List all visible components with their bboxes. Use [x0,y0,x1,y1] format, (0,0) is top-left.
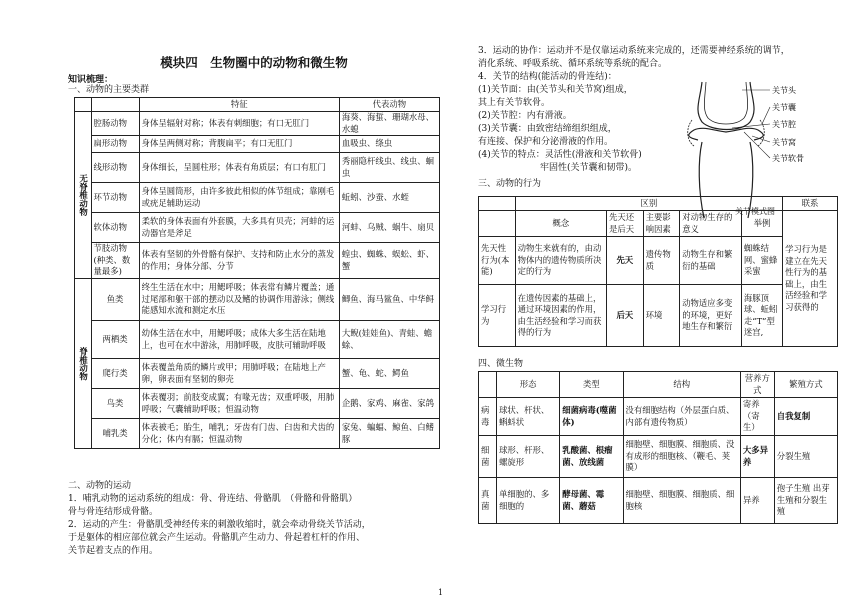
label-joint-capsule: 关节囊 [772,103,796,112]
section-2-heading: 二、动物的运动 [68,481,132,491]
feat-6: 终生生活在水中；用鳃呼吸；体表常有鳞片覆盖；通过尾部和躯干部的摆动以及鳍的协调作用游泳；侧线能感知水流和测定水压 [139,279,339,321]
header-link: 联系 [783,197,838,211]
header-example: 举例 [741,211,782,237]
header-concept: 概念 [515,211,606,237]
r-text-5: (3)关节囊：由致密结缔组织组成， [478,124,617,134]
section-4-heading: 四、微生物 [478,359,524,369]
diagram-caption: 关节模式图 [735,207,775,216]
table-row: 鱼类 [91,279,139,321]
header-diff: 区别 [515,197,783,211]
meaning-1: 动物适应多变的环境，更好地生存和繁衍 [680,285,742,347]
feat-9: 体表覆羽；前肢变成翼；有喙无齿；双重呼吸，用肺呼吸；气囊辅助呼吸；恒温动物 [139,389,339,419]
label-joint-cartilage: 关节软骨 [772,154,804,163]
header-type: 类型 [560,372,623,398]
label-joint-head: 关节头 [772,86,796,95]
feat-8: 体表覆盖角质的鳞片或甲；用肺呼吸；在陆地上产卵，卵表面有坚韧的卵壳 [139,359,339,389]
feat-3: 身体呈圆筒形，由许多彼此相似的体节组成；靠刚毛或疣足辅助运动 [139,183,339,213]
table-row: 学习行为 [479,285,516,347]
table-row: 哺乳类 [91,419,139,449]
table-row: 细菌 [479,436,497,478]
header-factor: 主要影响因素 [643,211,680,237]
r-text-2: 4．关节的结构(能活动的骨连结)： [478,72,617,82]
header-meaning: 对动物生存的意义 [680,211,742,237]
meaning-0: 动物生存和繁衍的基础 [680,237,742,285]
rep-3: 蚯蚓、沙蚕、水蛭 [339,183,439,213]
table-row: 两栖类 [91,321,139,359]
concept-1: 在遗传因素的基础上，通过环境因素的作用，由生活经验和学习而获得的行为 [515,285,606,347]
paragraph-1: 1．哺乳动物的运动系统的组成：骨、骨连结、骨骼肌 （骨骼和骨骼肌） [68,494,358,504]
r-text-4: (2)关节腔：内有滑液。 [478,111,572,121]
label-joint-cavity: 关节腔 [772,120,796,129]
table-row: 腔肠动物 [91,112,139,136]
paragraph-1b: 骨与骨连结形成骨骼。 [68,507,159,517]
type-2: 酵母菌、霉菌、蘑菇 [560,478,623,524]
concept-0: 动物生来就有的，由动物体内的遗传物质所决定的行为 [515,237,606,285]
origin-0: 先天 [607,237,644,285]
shape-0: 球状、杆状、蝌蚪状 [497,398,560,436]
rep-9: 企鹅、家鸡、麻雀、家鸽 [339,389,439,419]
table-row: 爬行类 [91,359,139,389]
r-text-6: (4)关节的特点：灵活性(滑液和关节软骨) [478,150,642,160]
table-row: 先天性行为(本能) [479,237,516,285]
link-text: 学习行为是建立在先天性行为的基础上，由生活经验和学习获得的 [783,211,838,347]
knowledge-heading: 知识梳理： [68,75,114,85]
shape-2: 单细胞的、多细胞的 [497,478,560,524]
r-text-1: 3．运动的协作：运动并不是仅靠运动系统来完成的，还需要神经系统的调节， [478,46,790,56]
example-0: 蜘蛛结网、蜜蜂采蜜 [741,237,782,285]
table-row: 软体动物 [91,213,139,243]
header-shape: 形态 [497,372,560,398]
behavior-table [478,196,838,347]
feat-2: 身体细长，呈圆柱形；体表有角质层；有口有肛门 [139,153,339,183]
struct-2: 细胞壁、细胞膜、细胞质、细胞核 [623,478,740,524]
example-1: 海豚顶球、蚯蚓走“T”型迷宫, [741,285,782,347]
label-joint-socket: 关节窝 [772,138,796,147]
group-vertebrate: 脊椎动物 [75,279,92,449]
feat-7: 幼体生活在水中，用鳃呼吸；成体大多生活在陆地上，也可在水中游泳，用肺呼吸，皮肤可辅助呼吸 [139,321,339,359]
rep-8: 蟹、龟、蛇、鳄鱼 [339,359,439,389]
struct-1: 细胞壁、细胞膜、细胞质、没有成形的细胞核、（鞭毛、荚膜） [623,436,740,478]
table-row: 线形动物 [91,153,139,183]
nutr-0: 寄养（寄生） [740,398,774,436]
type-0: 细菌病毒(噬菌体) [560,398,623,436]
feat-4: 柔软的身体表面有外套膜，大多具有贝壳；河蚌的运动器官是斧足 [139,213,339,243]
table-row: 真菌 [479,478,497,524]
rep-2: 秀丽隐杆线虫、线虫、蛔虫 [339,153,439,183]
table-row: 节肢动物(种类、数量最多) [91,243,139,279]
feat-10: 体表被毛；胎生，哺乳；牙齿有门齿、臼齿和犬齿的分化；体内有膈；恒温动物 [139,419,339,449]
r-text-6b: 牢固性(关节囊和韧带)。 [540,163,638,173]
header-origin: 先天还是后天 [607,211,644,237]
group-invertebrate: 无脊椎动物 [75,112,92,279]
table-row: 环节动物 [91,183,139,213]
r-text-1b: 消化系统、呼吸系统、循环系统等系统的配合。 [478,59,668,69]
rep-10: 家兔、蝙蝠、鲸鱼、白鳍豚 [339,419,439,449]
paragraph-2b: 于是躯体的相应部位就会产生运动。骨骼肌产生动力、骨起着杠杆的作用、 [68,533,366,543]
factor-1: 环境 [643,285,680,347]
table-row: 扁形动物 [91,136,139,153]
r-text-5b: 有连接、保护和分泌滑液的作用。 [478,137,614,147]
animal-groups-table [74,97,440,449]
header-struct: 结构 [623,372,740,398]
rep-6: 鲫鱼、海马鲨鱼、中华鲟 [339,279,439,321]
table-row: 病毒 [479,398,497,436]
header-nutr: 营养方式 [740,372,774,398]
origin-1: 后天 [607,285,644,347]
rep-4: 河蚌、乌贼、蜗牛、扇贝 [339,213,439,243]
rep-5: 蝗虫、蜘蛛、蜈蚣、虾、蟹 [339,243,439,279]
shape-1: 球形、杆形、螺旋形 [497,436,560,478]
header-feature: 特征 [139,98,339,112]
page-number: 1 [438,588,444,597]
repro-0: 自我复制 [774,398,837,436]
r-text-3b: 其上有关节软骨。 [478,98,551,108]
r-text-3: (1)关节面：由(关节头和关节窝)组成， [478,85,633,95]
nutr-2: 异养 [740,478,774,524]
feat-1: 身体呈两侧对称；背腹扁平；有口无肛门 [139,136,339,153]
page-title: 模块四 生物圈中的动物和微生物 [160,55,348,70]
struct-0: 没有细胞结构（外层蛋白质、内部有遗传物质） [623,398,740,436]
type-1: 乳酸菌、根瘤菌、放线菌 [560,436,623,478]
factor-0: 遗传物质 [643,237,680,285]
section-1-heading: 一、动物的主要类群 [68,85,150,95]
header-rep: 代表动物 [339,98,439,112]
rep-0: 海葵、海蜇、珊瑚水母、水螅 [339,112,439,136]
repro-1: 分裂生殖 [774,436,837,478]
nutr-1: 大多异养 [740,436,774,478]
rep-7: 大鲵(娃娃鱼)、青蛙、蟾蜍、 [339,321,439,359]
feat-0: 身体呈辐射对称；体表有刺细胞；有口无肛门 [139,112,339,136]
paragraph-2c: 关节起着支点的作用。 [68,546,159,556]
feat-5: 体表有坚韧的外骨骼有保护、支持和防止水分的蒸发的作用；身体分部、分节 [139,243,339,279]
repro-2: 孢子生殖 出芽生殖和分裂生殖 [774,478,837,524]
section-3-heading: 三、动物的行为 [478,179,542,189]
rep-1: 血吸虫、绦虫 [339,136,439,153]
microbe-table [478,371,838,524]
table-row: 鸟类 [91,389,139,419]
header-repro: 繁殖方式 [774,372,837,398]
paragraph-2: 2．运动的产生：骨骼肌受神经传来的刺激收缩时，就会牵动骨绕关节活动， [68,520,371,530]
